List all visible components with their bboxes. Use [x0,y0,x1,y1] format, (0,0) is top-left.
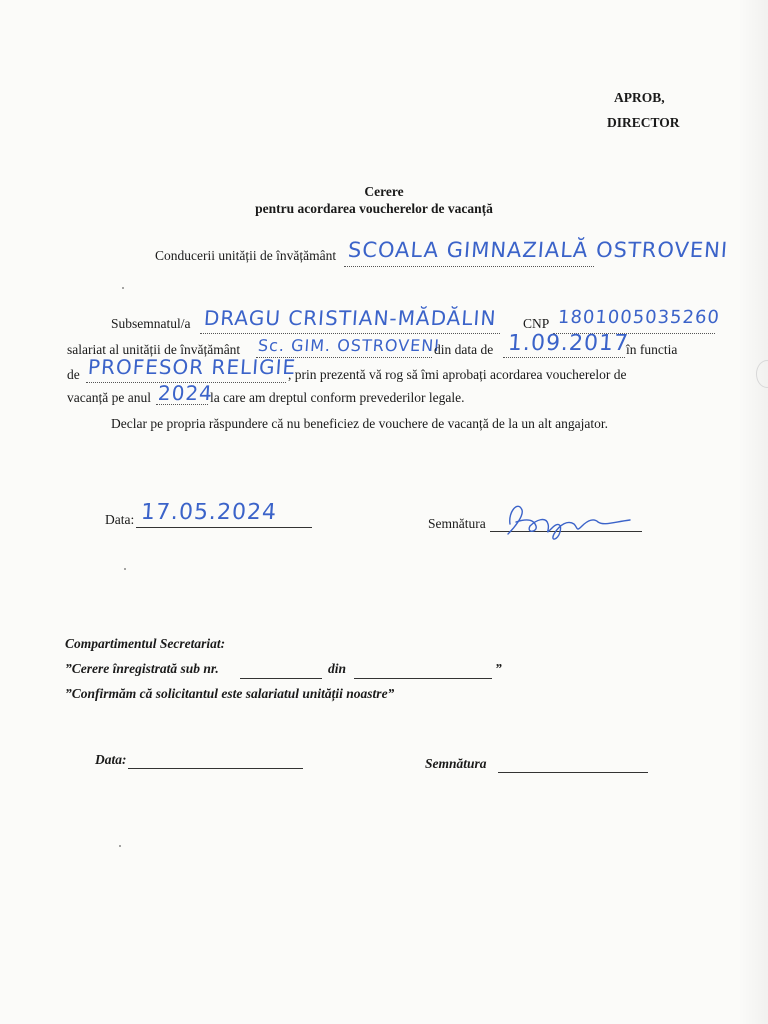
declaration-text: Declar pe propria răspundere că nu beneficiez de vouchere de vacanță de la un alt angajator. [111,416,608,431]
de-label: de [67,367,80,382]
secretariat-signature-label: Semnătura [425,756,487,771]
addressee-label: Conducerii unității de învățământ [155,248,337,263]
cnp-label: CNP [523,316,550,331]
registered-label: ”Cerere înregistrată sub nr. [65,661,219,676]
function-handwritten: PROFESOR RELIGIE [87,355,297,379]
scan-fleck [124,568,126,570]
name-label: Subsemnatul/a [111,316,191,331]
addressee-dotted-line [344,266,594,267]
secretariat-signature-line [498,772,648,773]
registered-close-quote: ” [495,661,502,676]
date-handwritten: 17.05.2024 [140,500,278,525]
function-label: în functia [626,342,678,357]
registered-din-label: din [328,661,347,676]
year-label: vacanță pe anul [67,390,151,405]
name-handwritten: DRAGU CRISTIAN-MĂDĂLIN [203,306,498,330]
document-title: Cerere [364,184,404,199]
scan-fleck [122,287,124,289]
secretariat-date-label: Data: [95,752,127,767]
school-handwritten: Sc. GIM. OSTROVENI [257,336,441,355]
employee-label: salariat al unității de învățământ [67,342,241,357]
secretariat-date-line [128,768,303,769]
from-date-dotted-line [503,357,625,358]
cnp-handwritten: 1801005035260 [557,307,721,328]
registered-date-line [354,678,492,679]
date-label: Data: [105,512,135,527]
confirmation-text: ”Confirmăm că solicitantul este salariatul unității noastre” [65,686,395,701]
handwritten-signature [496,494,636,549]
addressee-handwritten: SCOALA GIMNAZIALĂ OSTROVENI [347,238,729,262]
paper-edge-shadow [738,0,768,1024]
approval-label: APROB, [614,90,665,105]
secretariat-heading: Compartimentul Secretariat: [65,636,226,651]
registered-number-line [240,678,322,679]
signature-label: Semnătura [428,516,486,531]
name-dotted-line [200,333,500,334]
year-handwritten: 2024 [157,381,214,405]
rights-text: la care am dreptul conform prevederilor legale. [210,390,465,405]
scan-fleck [119,845,121,847]
date-line [136,527,312,528]
request-text: , prin prezentă vă rog să îmi aprobați acordarea voucherelor de [288,367,627,382]
from-date-handwritten: 1.09.2017 [507,331,630,356]
document-subtitle: pentru acordarea voucherelor de vacanță [255,201,493,216]
from-date-label: din data de [434,342,494,357]
director-label: DIRECTOR [607,115,680,130]
